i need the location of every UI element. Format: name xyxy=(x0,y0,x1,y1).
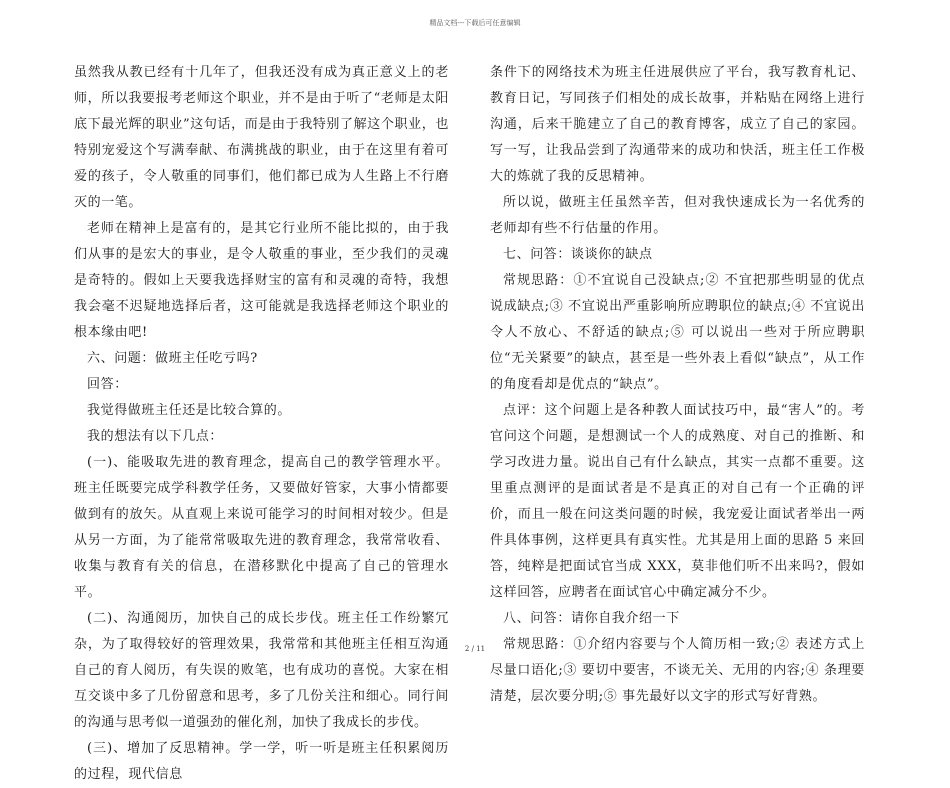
point-one: (一)、能吸取先进的教育理念，提高自己的教学管理水平。班主任既要完成学科教学任务，又要做好管家，大事小情都要做到有的放矢。从直观上来说可能学习的时间相对较少。但是从另一方面，为了能常常吸取先进的教育理念，我常常收看、收集与教育有关的信息，在潜移默化中提高了自己的管理水平。 xyxy=(74,455,449,600)
question-eight-heading: 八、问答：请你自我介绍一下 xyxy=(503,611,680,626)
point-two: (二)、沟通阅历，加快自己的成长步伐。班主任工作纷繁冗杂，为了取得较好的管理效果，我常常和其他班主任相互沟通自己的育人阅历，有失误的败笔，也有成功的喜悦。大家在相互交谈中多了几份留意和思考，多了几份关注和细心。同行间的沟通与思考似一道强劲的催化剂，加快了我成长的步伐。 xyxy=(74,611,449,730)
paragraph-spiritual-wealth: 老师在精神上是富有的，是其它行业所不能比拟的，由于我们从事的是宏大的事业，是令人敬重的事业，至少我们的灵魂是奇特的。假如上天要我选择财宝的富有和灵魂的奇特，我想我会毫不迟疑地选择后者，这可能就是我选择老师这个职业的根本缘由吧! xyxy=(74,221,449,340)
question-seven-comment: 点评：这个问题上是各种教人面试技巧中，最“害人”的。考官问这个问题，是想测试一个人的成熟度、对自己的推断、和学习改进力量。说出自己有什么缺点，其实一点都不重要。这里重点测评的是面试者是不是真正的对自己有一个正确的评价，而且一般在问这类问题的时候，我宠爱让面试者举出一两件具体事例，这样更具有真实性。尤其是用上面的思路 5 来回答，纯粹是把面试官当成 XXX，莫非他们听不出来吗?，假如这样回答，应聘者在面试官心中确定减分不少。 xyxy=(490,403,865,600)
point-three-start: (三)、增加了反思精神。学一学，听一听是班主任积累阅历的过程，现代信息 xyxy=(74,741,449,782)
left-text-column xyxy=(74,60,449,788)
paragraph-points-intro: 我的想法有以下几点： xyxy=(87,429,224,444)
question-six-heading: 六、问题：做班主任吃亏吗? xyxy=(87,351,258,366)
page-number: 2 / 11 xyxy=(464,645,486,653)
question-seven-approach: 常规思路：①不宜说自己没缺点;② 不宜把那些明显的优点说成缺点;③ 不宜说出严重影响所应聘职位的缺点;④ 不宜说出令人不放心、不舒适的缺点;⑤ 可以说出一些对于所应聘职位“无关紧要”的缺点，甚至是一些外表上看似“缺点”，从工作的角度看却是优点的“缺点”。 xyxy=(490,273,865,392)
question-seven-heading: 七、问答：谈谈你的缺点 xyxy=(503,247,653,262)
right-text-column xyxy=(490,60,865,710)
answer-label: 回答： xyxy=(87,377,128,392)
question-eight-approach: 常规思路：①介绍内容要与个人简历相一致;② 表述方式上尽量口语化;③ 要切中要害，不谈无关、无用的内容;④ 条理要清楚，层次要分明;⑤ 事先最好以文字的形式写好背熟。 xyxy=(490,637,865,704)
page-header: 精品文档---下载后可任意编辑 xyxy=(429,19,521,27)
point-three-continued: 条件下的网络技术为班主任进展供应了平台，我写教育札记、教育日记，写同孩子们相处的成长故事，并粘贴在网络上进行沟通，后来干脆建立了自己的教育博客，成立了自己的家园。写一写，让我品尝到了沟通带来的成功和快活，班主任工作极大的炼就了我的反思精神。 xyxy=(490,65,865,184)
paragraph-worth-it: 我觉得做班主任还是比较合算的。 xyxy=(87,403,292,418)
paragraph-conclusion: 所以说，做班主任虽然辛苦，但对我快速成长为一名优秀的老师却有些不行估量的作用。 xyxy=(490,195,865,236)
paragraph-teacher-career: 虽然我从教已经有十几年了，但我还没有成为真正意义上的老师，所以我要报考老师这个职业，并不是由于听了“老师是太阳底下最光辉的职业”这句话，而是由于我特别了解这个职业，也特别宠爱这个写满奉献、布满挑战的职业，由于在这里有着可爱的孩子，令人敬重的同事们，他们都已成为人生路上不行磨灭的一笔。 xyxy=(74,65,449,210)
